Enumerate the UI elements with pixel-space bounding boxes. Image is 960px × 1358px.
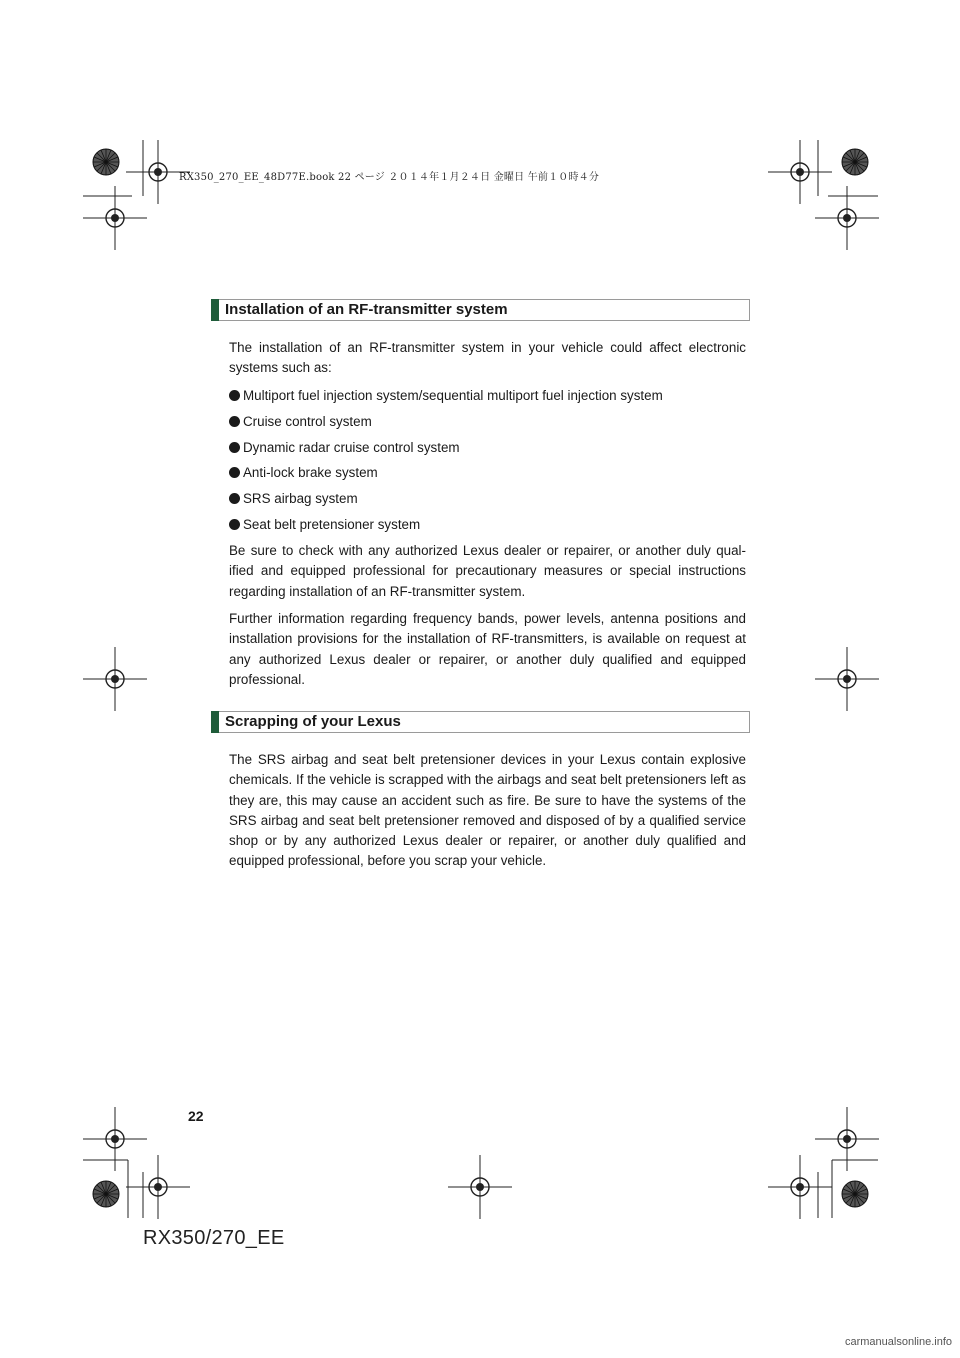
starburst-mark-icon [93, 149, 119, 175]
section-heading-rf-transmitter [211, 299, 750, 321]
list-item: Seat belt pretensioner system [229, 515, 746, 541]
section-title: Scrapping of your Lexus [225, 713, 401, 730]
scrapping-paragraph: The SRS airbag and seat belt pretensioner devices in your Lexus contain explosive chemicals. If the vehicle is scrapped with the airbags and seat belt pretensioners left as they are, this may cause an accident such as fire. Be sure to have the systems of the SRS airbag and seat belt pretensioner removed and disposed of by a qualified service shop or by any authorized Lexus dealer or repairer, or another duly qualified and equipped professional, before you scrap your vehicle. [229, 752, 746, 869]
page-number: 22 [188, 1108, 204, 1124]
bullet-icon [229, 493, 240, 504]
bullet-icon [229, 390, 240, 401]
starburst-mark-icon [842, 1181, 868, 1207]
bullet-icon [229, 467, 240, 478]
bullet-icon [229, 519, 240, 530]
section-accent-bar [211, 299, 219, 321]
starburst-mark-icon [93, 1181, 119, 1207]
affected-systems-list [229, 386, 746, 541]
section-accent-bar [211, 711, 219, 733]
section-title: Installation of an RF-transmitter system [225, 301, 508, 318]
watermark: carmanualsonline.info [844, 1336, 952, 1348]
list-item: SRS airbag system [229, 489, 746, 515]
bullet-icon [229, 416, 240, 427]
bullet-icon [229, 442, 240, 453]
list-item: Multiport fuel injection system/sequential multiport fuel injection system [229, 386, 746, 412]
print-info-header: RX350_270_EE_48D77E.book 22 ページ ２０１４年１月２４日 金曜日 午前１０時４分 [179, 172, 600, 183]
list-item: Anti-lock brake system [229, 463, 746, 489]
list-item: Cruise control system [229, 412, 746, 438]
starburst-mark-icon [842, 149, 868, 175]
model-label: RX350/270_EE [143, 1227, 285, 1249]
rf-dealer-paragraph: Be sure to check with any authorized Lexus dealer or repairer, or another duly qual-ified and equipped professional for precautionary measures or special instructions regarding installation of an RF-transmitter system. [229, 543, 746, 599]
rf-intro-paragraph: The installation of an RF-transmitter system in your vehicle could affect electronic systems such as: [229, 340, 746, 376]
section-heading-scrapping [211, 711, 750, 733]
list-item: Dynamic radar cruise control system [229, 438, 746, 464]
rf-info-paragraph: Further information regarding frequency bands, power levels, antenna positions and installation provisions for the installation of RF-transmitters, is available on request at any authorized Lexus dealer or repairer, or another duly qualified and equipped professional. [229, 611, 746, 687]
